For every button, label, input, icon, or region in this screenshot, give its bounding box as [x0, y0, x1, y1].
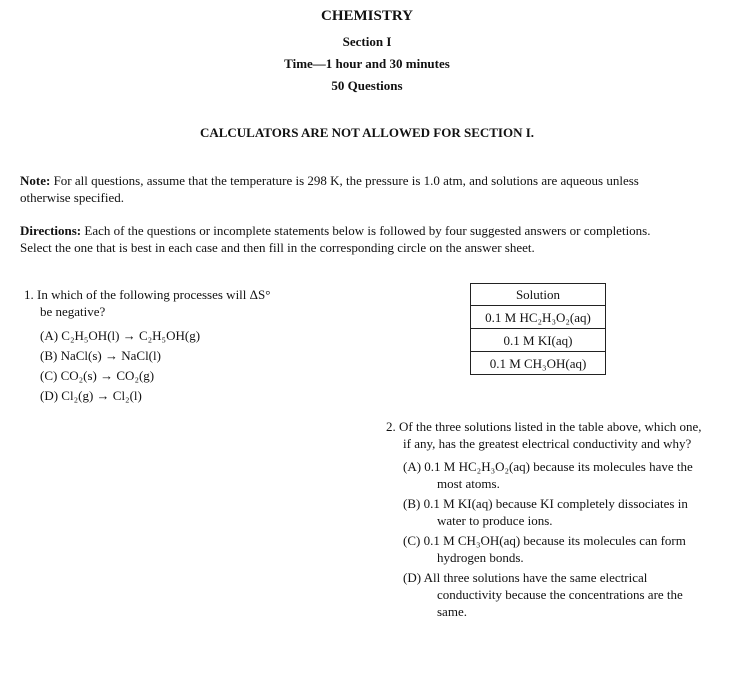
- question-1-option-a: (A) C₂H₅OH(l) → C₂H₅OH(g): [40, 328, 201, 343]
- question-2-option-d: (D) All three solutions have the same electrical conductivity because the concentrations are the same.: [403, 570, 683, 619]
- question-2-option-c: (C) 0.1 M CH₃OH(aq) because its molecules can form hydrogen bonds.: [403, 533, 686, 565]
- question-1-stem: [24, 286, 354, 303]
- solution-table-header: Solution: [471, 284, 606, 306]
- solution-table: [470, 283, 606, 375]
- note-label: Note:: [20, 173, 51, 188]
- question-1-stem-line1: In which of the following processes will ΔS°: [37, 287, 271, 302]
- question-2-option-b: (B) 0.1 M KI(aq) because KI completely dissociates in water to produce ions.: [403, 496, 688, 528]
- question-1-number: 1.: [24, 287, 34, 302]
- question-1-option-b: (B) NaCl(s) → NaCl(l): [40, 348, 161, 363]
- note-paragraph: [20, 172, 680, 206]
- section-label: Section I: [342, 34, 392, 49]
- calculator-notice: CALCULATORS ARE NOT ALLOWED FOR SECTION I.: [199, 125, 535, 140]
- time-limit: Time—1 hour and 30 minutes: [284, 56, 450, 71]
- question-count: 50 Questions: [331, 78, 403, 93]
- subject-title: CHEMISTRY: [321, 8, 413, 24]
- solution-table-row: 0.1 M CH₃OH(aq): [471, 352, 606, 375]
- question-2-stem-text: Of the three solutions listed in the table above, which one, if any, has the greatest electrical conductivity and why?: [399, 419, 702, 451]
- question-1-stem-line2: be negative?: [40, 304, 106, 319]
- question-2-number: 2.: [386, 419, 396, 434]
- question-1: [24, 286, 354, 320]
- solution-table-row: 0.1 M HC₂H₃O₂(aq): [471, 306, 606, 329]
- question-2-option-a: (A) 0.1 M HC₂H₃O₂(aq) because its molecules have the most atoms.: [403, 459, 693, 491]
- question-2: [386, 418, 706, 620]
- directions-text: Each of the questions or incomplete statements below is followed by four suggested answers or completions. Select the one that is best in each case and then fill in the corresponding circle on the answer sheet.: [20, 223, 651, 255]
- directions-paragraph: [20, 222, 680, 256]
- directions-label: Directions:: [20, 223, 82, 238]
- question-2-stem: [386, 418, 706, 452]
- solution-table-row: 0.1 M KI(aq): [471, 329, 606, 352]
- note-text: For all questions, assume that the temperature is 298 K, the pressure is 1.0 atm, and solutions are aqueous unless otherwise specified.: [20, 173, 639, 205]
- question-1-option-c: (C) CO₂(s) → CO₂(g): [40, 368, 155, 383]
- question-1-option-d: (D) Cl₂(g) → Cl₂(l): [40, 388, 142, 403]
